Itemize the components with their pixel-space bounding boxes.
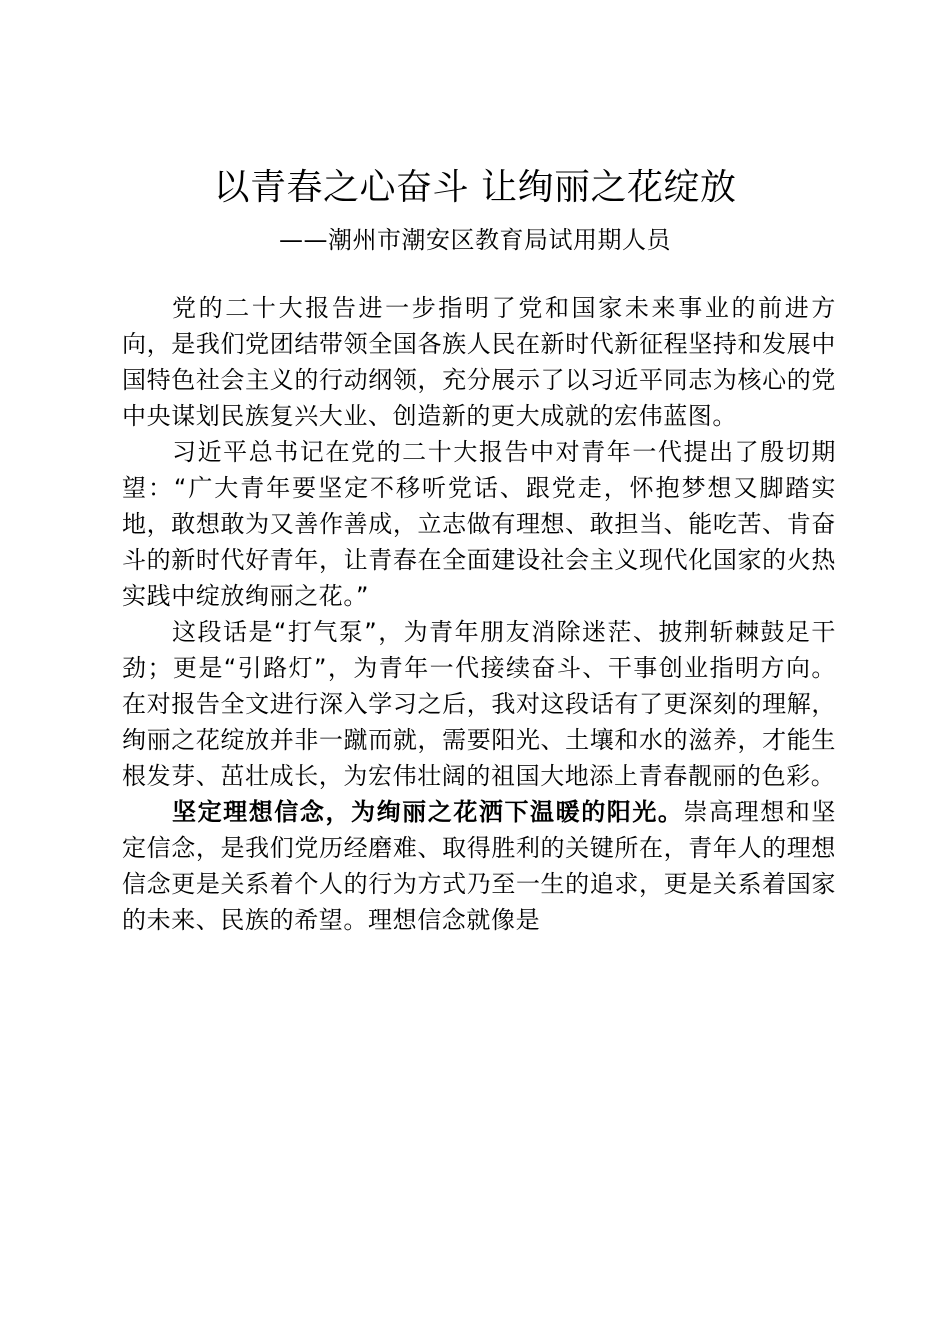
document-subtitle: ——潮州市潮安区教育局试用期人员 bbox=[279, 226, 671, 254]
paragraph-4 bbox=[122, 794, 836, 938]
paragraph-4-text: 崇高理想和坚定信念，是我们党历经磨难、取得胜利的关键所在，青年人的理想信念更是关系着个人的行为方式乃至一生的追求，更是关系着国家的未来、民族的希望。理想信念就像是 bbox=[122, 798, 836, 934]
paragraph-2: 习近平总书记在党的二十大报告中对青年一代提出了殷切期望：“广大青年要坚定不移听党话、跟党走，怀抱梦想又脚踏实地，敢想敢为又善作善成，立志做有理想、敢担当、能吃苦、肯奋斗的新时代好青年，让青春在全面建设社会主义现代化国家的火热实践中绽放绚丽之花。” bbox=[122, 438, 836, 610]
paragraph-4-lead: 坚定理想信念，为绚丽之花洒下温暖的阳光。 bbox=[172, 798, 684, 826]
paragraph-3: 这段话是“打气泵”，为青年朋友消除迷茫、披荆斩棘鼓足干劲；更是“引路灯”，为青年一代接续奋斗、干事创业指明方向。在对报告全文进行深入学习之后，我对这段话有了更深刻的理解，绚丽之花绽放并非一蹴而就，需要阳光、土壤和水的滋养，才能生根发芽、茁壮成长，为宏伟壮阔的祖国大地添上青春靓丽的色彩。 bbox=[122, 618, 836, 790]
document-body bbox=[122, 290, 836, 938]
paragraph-1: 党的二十大报告进一步指明了党和国家未来事业的前进方向，是我们党团结带领全国各族人民在新时代新征程坚持和发展中国特色社会主义的行动纲领，充分展示了以习近平同志为核心的党中央谋划民族复兴大业、创造新的更大成就的宏伟蓝图。 bbox=[122, 294, 836, 430]
document-title: 以青春之心奋斗 让绚丽之花绽放 bbox=[213, 167, 737, 208]
